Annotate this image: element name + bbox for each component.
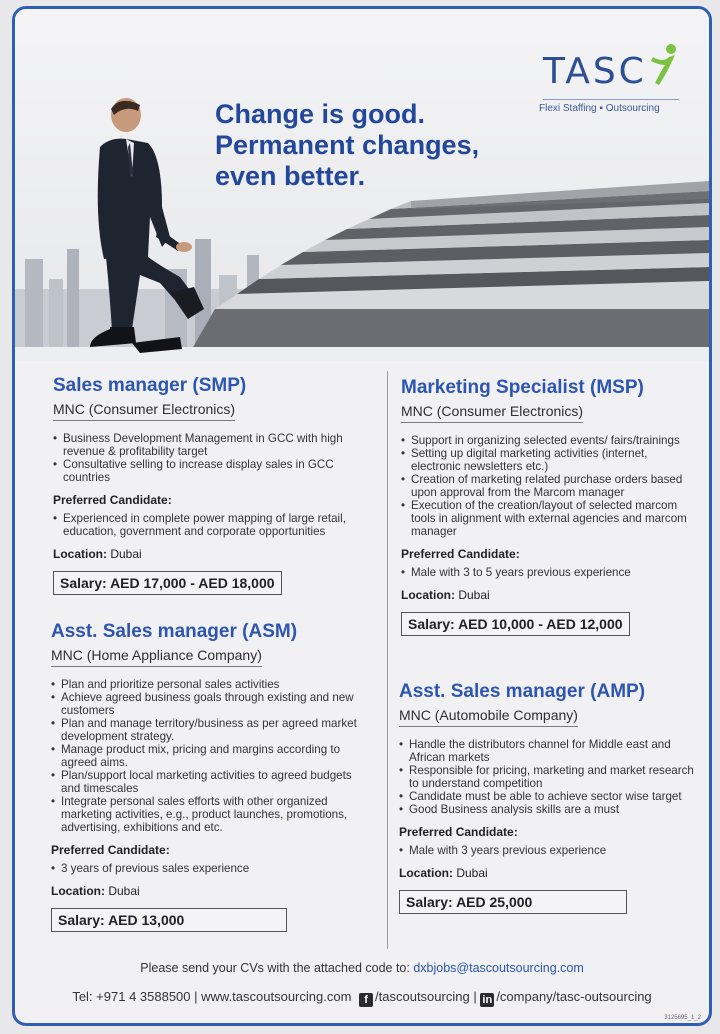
list-item: • Setting up digital marketing activities (internet, electronic newsletters etc.) [401, 447, 697, 473]
headline-line-2: Permanent changes, [215, 130, 480, 160]
job-company: MNC (Automobile Company) [399, 707, 578, 727]
list-item: • Male with 3 to 5 years previous experience [401, 566, 697, 579]
list-item: • Integrate personal sales efforts with other organized marketing activities, e.g., product launches, promotions, advertising, exhibitions and etc. [51, 795, 371, 834]
duties-list [51, 678, 371, 834]
list-item: • Achieve agreed business goals through existing and new customers [51, 691, 371, 717]
logo-figure-icon [649, 43, 681, 87]
job-title: Marketing Specialist (MSP) [401, 377, 644, 398]
location-value: Dubai [108, 884, 140, 898]
linkedin-link[interactable]: /company/tasc-outsourcing [496, 989, 652, 1004]
ad-code: 3125695_1_2 [664, 1015, 701, 1021]
job-amp [399, 681, 695, 914]
headline-line-3: even better. [215, 161, 366, 191]
location-label: Location: [401, 588, 455, 602]
list-item: • Candidate must be able to achieve sector wise target [399, 790, 695, 803]
location-value: Dubai [458, 588, 490, 602]
list-item: • Experienced in complete power mapping of large retail, education, government and corporate opportunities [53, 512, 363, 538]
salary-box: Salary: AED 13,000 [51, 908, 287, 932]
location [53, 547, 363, 561]
logo-wordmark: TASC [543, 51, 647, 92]
location-label: Location: [399, 866, 453, 880]
list-item: • Business Development Management in GCC with high revenue & profitability target [53, 432, 363, 458]
list-item: • Plan and manage territory/business as per agreed market development strategy. [51, 717, 371, 743]
location [399, 866, 695, 880]
location [401, 588, 697, 602]
list-item: • 3 years of previous sales experience [51, 862, 371, 875]
duties-list [399, 738, 695, 816]
list-item: • Male with 3 years previous experience [399, 844, 695, 857]
job-company: MNC (Home Appliance Company) [51, 647, 262, 667]
location-value: Dubai [110, 547, 142, 561]
preferred-heading: Preferred Candidate: [51, 843, 170, 857]
list-item: • Plan and prioritize personal sales activities [51, 678, 371, 691]
column-divider [387, 371, 388, 949]
job-title: Asst. Sales manager (AMP) [399, 681, 646, 702]
preferred-list [401, 566, 697, 579]
location-label: Location: [53, 547, 107, 561]
list-item: • Handle the distributors channel for Middle east and African markets [399, 738, 695, 764]
list-item: • Execution of the creation/layout of selected marcom tools in alignment with external agencies and marcom manager [401, 499, 697, 538]
cv-text: Please send your CVs with the attached code to: [140, 961, 414, 975]
linkedin-icon: in [480, 993, 494, 1007]
location-label: Location: [51, 884, 105, 898]
list-item: • Good Business analysis skills are a must [399, 803, 695, 816]
preferred-list [399, 844, 695, 857]
facebook-icon: f [359, 993, 373, 1007]
duties-list [53, 432, 363, 484]
list-item: • Support in organizing selected events/ fairs/trainings [401, 434, 697, 447]
headline [215, 99, 479, 192]
cv-instructions [15, 961, 709, 975]
salary-box: Salary: AED 25,000 [399, 890, 627, 914]
job-company: MNC (Consumer Electronics) [53, 401, 235, 421]
website-link[interactable]: www.tascoutsourcing.com [201, 989, 352, 1004]
email-link[interactable]: dxbjobs@tascoutsourcing.com [413, 961, 584, 975]
tasc-logo [537, 43, 687, 123]
hero-banner [15, 9, 709, 361]
salary-box: Salary: AED 10,000 - AED 12,000 [401, 612, 630, 636]
job-asm [51, 621, 371, 932]
list-item: • Responsible for pricing, marketing and market research to understand competition [399, 764, 695, 790]
location-value: Dubai [456, 866, 488, 880]
list-item: • Creation of marketing related purchase orders based upon approval from the Marcom manager [401, 473, 697, 499]
location [51, 884, 371, 898]
job-smp [53, 375, 363, 595]
logo-rule [543, 99, 679, 100]
list-item: • Manage product mix, pricing and margins according to agreed aims. [51, 743, 371, 769]
logo-tagline: Flexi Staffing ▪ Outsourcing [539, 103, 660, 114]
headline-line-1: Change is good. [215, 99, 426, 129]
list-item: • Plan/support local marketing activities to agreed budgets and timescales [51, 769, 371, 795]
job-company: MNC (Consumer Electronics) [401, 403, 583, 423]
preferred-heading: Preferred Candidate: [53, 493, 172, 507]
preferred-heading: Preferred Candidate: [401, 547, 520, 561]
job-title: Asst. Sales manager (ASM) [51, 621, 298, 642]
ad-frame [12, 6, 712, 1026]
job-msp [401, 377, 697, 636]
salary-box: Salary: AED 17,000 - AED 18,000 [53, 571, 282, 595]
businessman-image [70, 97, 210, 361]
preferred-list [51, 862, 371, 875]
facebook-link[interactable]: /tascoutsourcing [375, 989, 470, 1004]
job-title: Sales manager (SMP) [53, 375, 247, 396]
duties-list [401, 434, 697, 538]
preferred-list [53, 512, 363, 538]
telephone: Tel: +971 4 3588500 [72, 989, 191, 1004]
contact-line: Tel: +971 4 3588500 | www.tascoutsourcing.com f /tascoutsourcing | in /company/tasc-outsourcing [72, 989, 652, 1006]
preferred-heading: Preferred Candidate: [399, 825, 518, 839]
list-item: • Consultative selling to increase display sales in GCC countries [53, 458, 363, 484]
